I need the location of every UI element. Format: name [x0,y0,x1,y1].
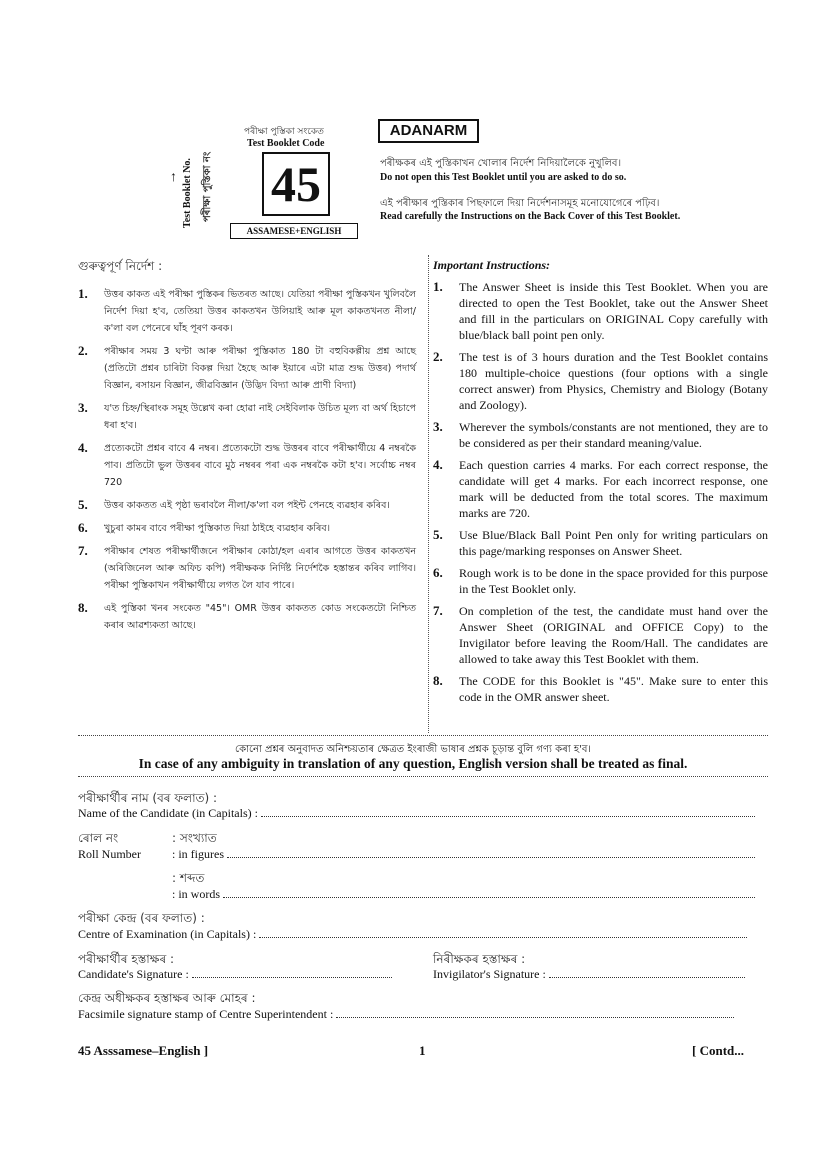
roll-label: Roll Number [78,847,141,861]
instruction-number: 5. [78,497,88,512]
instruction-item [433,419,768,451]
booklet-code-label: Test Booklet Code [247,138,325,149]
instruction-item [78,343,416,394]
roll-words-field[interactable] [172,887,755,902]
booklet-number-label [170,140,218,230]
instruction-item [78,440,416,491]
centre-fill[interactable] [259,927,747,938]
instruction-item [78,497,416,514]
centre-label: Centre of Examination (in Capitals) : [78,927,257,941]
booklet-code-label-as: পৰীক্ষা পুস্তিকা সংকেত [244,127,324,137]
instruction-text: পৰীক্ষাৰ সময় 3 ঘণ্টা আৰু পৰীক্ষা পুস্তিকাত 180 টা বহুবিকল্পীয় প্রশ্ন আছে (প্রতিটো প্রশ্নৰ চাৰিটা বিকল্প দিয়া হৈছে আৰু ইয়াৰে এটা মাত্র শুদ্ধ উত্তৰ) পদাৰ্থ বিজ্ঞান, ৰসায়ন বিজ্ঞান, জীৱবিজ্ঞান (উদ্ভিদ বিদ্যা আৰু প্রাণী বিদ্যা) [104,346,416,391]
invigilator-signature-fill[interactable] [549,967,745,978]
figures-label: : in figures [172,847,224,861]
instruction-text: খুচুৰা কামৰ বাবে পৰীক্ষা পুস্তিকাত দিয়া ঠাইহে ব্যৱহাৰ কৰিব। [104,523,331,534]
ambiguity-note-as: কোনো প্রশ্নৰ অনুবাদত অনিশ্চয়তাৰ ক্ষেত্ৰত ইংৰাজী ভাষাৰ প্রশ্নক চূড়ান্ত বুলি গণ্য কৰা হ'ব। [235,744,591,755]
words-label-as: : শব্দত [172,871,205,885]
instruction-item [78,543,416,594]
column-divider [428,255,429,733]
instruction-item [433,527,768,559]
instruction-text: এই পুস্তিকা খনৰ সংকেত "45"। OMR উত্তৰ কাকতত কোড সংকেতটো নিশ্চিত কৰাৰ আৱশ্যকতা আছে। [104,603,416,631]
instruction-text: Use Blue/Black Ball Point Pen only for writing particulars on this page/marking responses on Answer Sheet. [459,528,768,558]
instruction-number: 8. [433,673,443,688]
instructions-assamese [78,258,416,640]
instruction-text: Wherever the symbols/constants are not mentioned, they are to be considered as per their standard meaning/value. [459,420,768,450]
words-label: : in words [172,887,220,901]
instruction-item [78,600,416,634]
name-label-as: পৰীক্ষাৰ্থীৰ নাম (বৰ ফলাত) : [78,791,218,805]
instruction-item [433,603,768,667]
name-field[interactable] [78,806,755,821]
instruction-item [433,673,768,705]
stamp-label: Facsimile signature stamp of Centre Superintendent : [78,1007,334,1021]
centre-field[interactable] [78,927,747,942]
instruction-number: 2. [78,343,88,358]
instruction-number: 2. [433,349,443,364]
footer-right: [ Contd... [692,1043,745,1058]
name-label: Name of the Candidate (in Capitals) : [78,806,258,820]
instruction-number: 1. [433,279,443,294]
warning-open: Do not open this Test Booklet until you are asked to do so. [380,172,627,183]
language-label: ASSAMESE+ENGLISH [230,223,358,239]
instruction-item [78,400,416,434]
divider-bottom [78,776,768,777]
warning-read-as: এই পৰীক্ষাৰ পুস্তিকাৰ পিছফালে দিয়া নির্দেশনাসমূহ মনোযোগেৰে পঢ়িব। [380,198,660,209]
roll-label-as: ৰোল নং [78,831,119,845]
roll-words-fill[interactable] [223,887,755,898]
instruction-text: Rough work is to be done in the space provided for this purpose in the Test Booklet only. [459,566,768,596]
stamp-label-as: কেন্দ্ৰ অধীক্ষকৰ হস্তাক্ষৰ আৰু মোহৰ : [78,991,256,1005]
booklet-code: 45 [262,152,330,216]
instruction-text: য'ত চিহ্ন/স্থিৰাংক সমূহ উল্লেখ কৰা হোৱা নাই সেইবিলাক উচিত মূল্য বা অৰ্থ হিচাপে ধৰা হ'ব। [104,403,416,431]
roll-figures-field[interactable] [172,847,755,862]
instruction-number: 6. [433,565,443,580]
instruction-number: 3. [78,400,88,415]
candidate-signature-label: Candidate's Signature : [78,967,189,981]
roll-figures-fill[interactable] [227,847,755,858]
instruction-item [433,565,768,597]
instruction-item [78,286,416,337]
instructions-heading-as: গুৰুত্বপূর্ণ নির্দেশ : [78,259,163,273]
instruction-text: The test is of 3 hours duration and the Test Booklet contains 180 multiple-choice questions (four options with a single correct answer) from Physics, Chemistry and Biology (Botany and Zoology). [459,350,768,412]
instruction-text: Each question carries 4 marks. For each correct response, the candidate will get 4 marks. For each incorrect response, one mark will be deducted from the total scores. The maximum marks are 720. [459,458,768,520]
figures-label-as: : সংখ্যাত [172,831,217,845]
name-fill[interactable] [261,806,755,817]
instruction-number: 1. [78,286,88,301]
warning-open-as: পৰীক্ষকৰ এই পুস্তিকাখন খোলাৰ নির্দেশ নিদিয়ালৈকে নুখুলিব। [380,158,622,169]
instruction-text: উত্তৰ কাকত এই পৰীক্ষা পুস্তিকৰ ভিতৰত আছে। যেতিয়া পৰীক্ষা পুস্তিকখন খুলিবলৈ নির্দেশ দিয়া হ'ব, তেতিয়া উত্তৰ কাকতখন উলিয়াই আৰু মূল কাকতখনত নীলা/ক'লা বল পেনেৰে ঘাঁহ পূৰণ কৰক। [104,289,416,334]
instruction-number: 7. [433,603,443,618]
centre-label-as: পৰীক্ষা কেন্দ্ৰ (বৰ ফলাত) : [78,911,205,925]
invigilator-signature-label: Invigilator's Signature : [433,967,546,981]
footer-left: 45 Asssamese–English ] [78,1043,209,1058]
instruction-number: 3. [433,419,443,434]
candidate-signature-field[interactable] [78,967,392,982]
booklet-number-label-as: পৰীক্ষা পুস্তিকা নং [202,151,213,222]
series-code: ADANARM [378,119,479,143]
instructions-english [433,258,768,711]
instruction-text: উত্তৰ কাকতত এই পৃষ্ঠা ভৰাবলৈ নীলা/ক'লা বল পইন্ট পেনহে ব্যৱহাৰ কৰিব। [104,500,390,511]
candidate-signature-fill[interactable] [192,967,392,978]
candidate-signature-label-as: পৰীক্ষাৰ্থীৰ হস্তাক্ষৰ : [78,952,175,966]
instruction-text: প্রত্যেকটো প্রশ্নৰ বাবে 4 নম্বৰ। প্রত্যেকটো শুদ্ধ উত্তৰৰ বাবে পৰীক্ষাৰ্থীয়ে 4 নম্বৰকৈ পাব। প্রতিটো ভুল উত্তৰৰ বাবে মুঠ নম্বৰৰ পৰা এক নম্বৰকৈ কটা হ'ব। সৰ্বোচ্চ নম্বৰ 720 [104,443,416,488]
instruction-text: The CODE for this Booklet is "45". Make sure to enter this code in the OMR answer sheet. [459,674,768,704]
instruction-number: 4. [433,457,443,472]
stamp-field[interactable] [78,1007,734,1022]
instruction-item [78,520,416,537]
warning-read: Read carefully the Instructions on the Back Cover of this Test Booklet. [380,211,681,222]
ambiguity-note: In case of any ambiguity in translation of any question, English version shall be treated as final. [138,756,688,771]
instruction-text: On completion of the test, the candidate must hand over the Answer Sheet (ORIGINAL and OFFICE Copy) to the Invigilator before leaving the Room/Hall. The candidates are allowed to take away this Test Booklet with them. [459,604,768,666]
instruction-item [433,279,768,343]
instruction-text: পৰীক্ষাৰ শেষত পৰীক্ষাৰ্থীজনে পৰীক্ষাৰ কোঠা/হল এৰাৰ আগতে উত্তৰ কাকতখন (অৰিজিনেল আৰু অফিচ কপি) পৰীক্ষকক নির্দিষ্ট নির্দেশকৈ হস্তান্তৰ কৰিব লাগিব। পৰীক্ষা পুস্তিকাখন পৰীক্ষাৰ্থীয়ে লগত লৈ যাব পাৰে। [104,546,416,591]
invigilator-signature-field[interactable] [433,967,745,982]
invigilator-signature-label-as: নিৰীক্ষকৰ হস্তাক্ষৰ : [433,952,526,966]
instruction-number: 5. [433,527,443,542]
stamp-fill[interactable] [336,1007,734,1018]
instructions-heading: Important Instructions: [433,258,551,272]
instruction-text: The Answer Sheet is inside this Test Booklet. When you are directed to open the Test Booklet, take out the Answer Sheet and fill in the particulars on ORIGINAL Copy carefully with blue/black ball point pen only. [459,280,768,342]
instruction-number: 8. [78,600,88,615]
instruction-number: 4. [78,440,88,455]
instruction-item [433,349,768,413]
instruction-number: 6. [78,520,88,535]
booklet-number-label-en: Test Booklet No. [182,158,193,228]
arrow-up-icon: ↑ [170,170,177,185]
instruction-item [433,457,768,521]
divider-top [78,735,768,736]
instruction-number: 7. [78,543,88,558]
page-number: 1 [419,1043,426,1058]
